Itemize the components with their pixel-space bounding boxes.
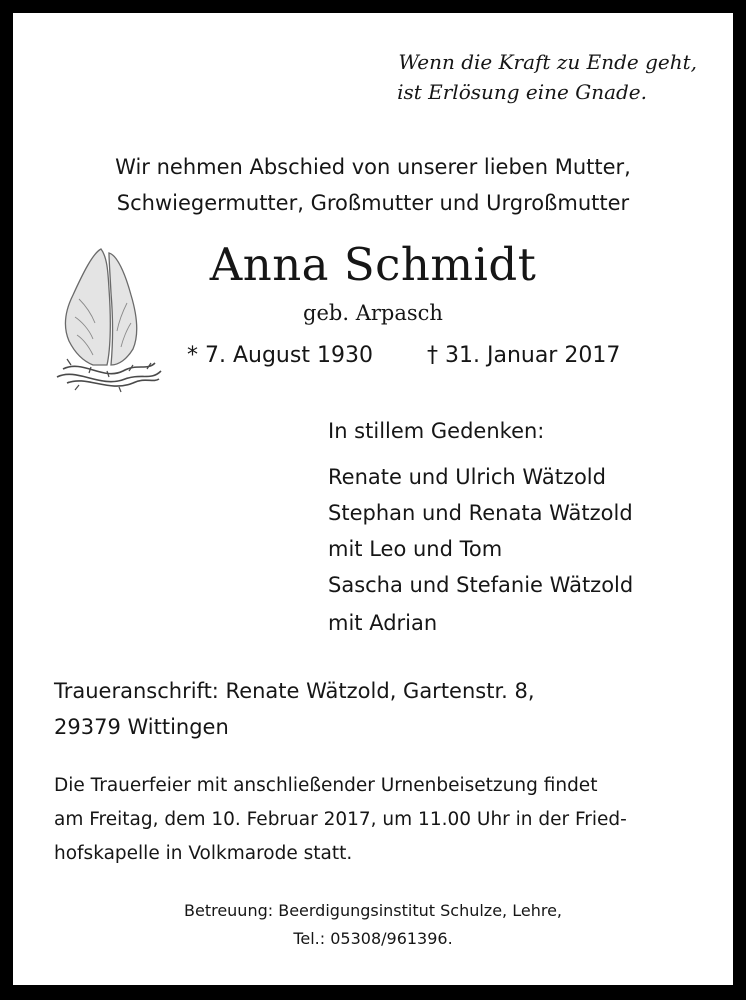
footer-line-1: Betreuung: Beerdigungsinstitut Schulze, Lehre,	[184, 901, 562, 920]
birth-date: * 7. August 1930	[187, 343, 373, 368]
ceremony-line-1: Die Trauerfeier mit anschließender Urnenbeisetzung findet	[54, 775, 598, 796]
deceased-name: Anna Schmidt	[209, 238, 537, 291]
death-date: † 31. Januar 2017	[427, 343, 621, 368]
mourner-line: Stephan und Renata Wätzold	[328, 501, 633, 525]
quote-line-2: ist Erlösung eine Gnade.	[397, 80, 647, 104]
mourner-line: Renate und Ulrich Wätzold	[328, 465, 606, 489]
intro-line-1: Wir nehmen Abschied von unserer lieben Mutter,	[115, 155, 631, 179]
birth-name: geb. Arpasch	[303, 301, 443, 325]
mourner-line: mit Adrian	[328, 611, 438, 635]
ceremony-line-3: hofskapelle in Volkmarode statt.	[54, 843, 353, 864]
mourner-line: mit Leo und Tom	[328, 537, 503, 561]
ceremony-line-2: am Freitag, dem 10. Februar 2017, um 11.00 Uhr in der Fried-	[54, 809, 627, 830]
address-line-2: 29379 Wittingen	[54, 715, 229, 739]
address-line-1: Traueranschrift: Renate Wätzold, Gartenstr. 8,	[54, 679, 535, 703]
footer-line-2: Tel.: 05308/961396.	[293, 929, 453, 948]
intro-line-2: Schwiegermutter, Großmutter und Urgroßmutter	[116, 191, 630, 215]
mourner-line: Sascha und Stefanie Wätzold	[328, 573, 634, 597]
quote-line-1: Wenn die Kraft zu Ende geht,	[398, 50, 697, 74]
obituary-notice	[13, 13, 733, 985]
mourners-heading: In stillem Gedenken:	[328, 419, 545, 443]
